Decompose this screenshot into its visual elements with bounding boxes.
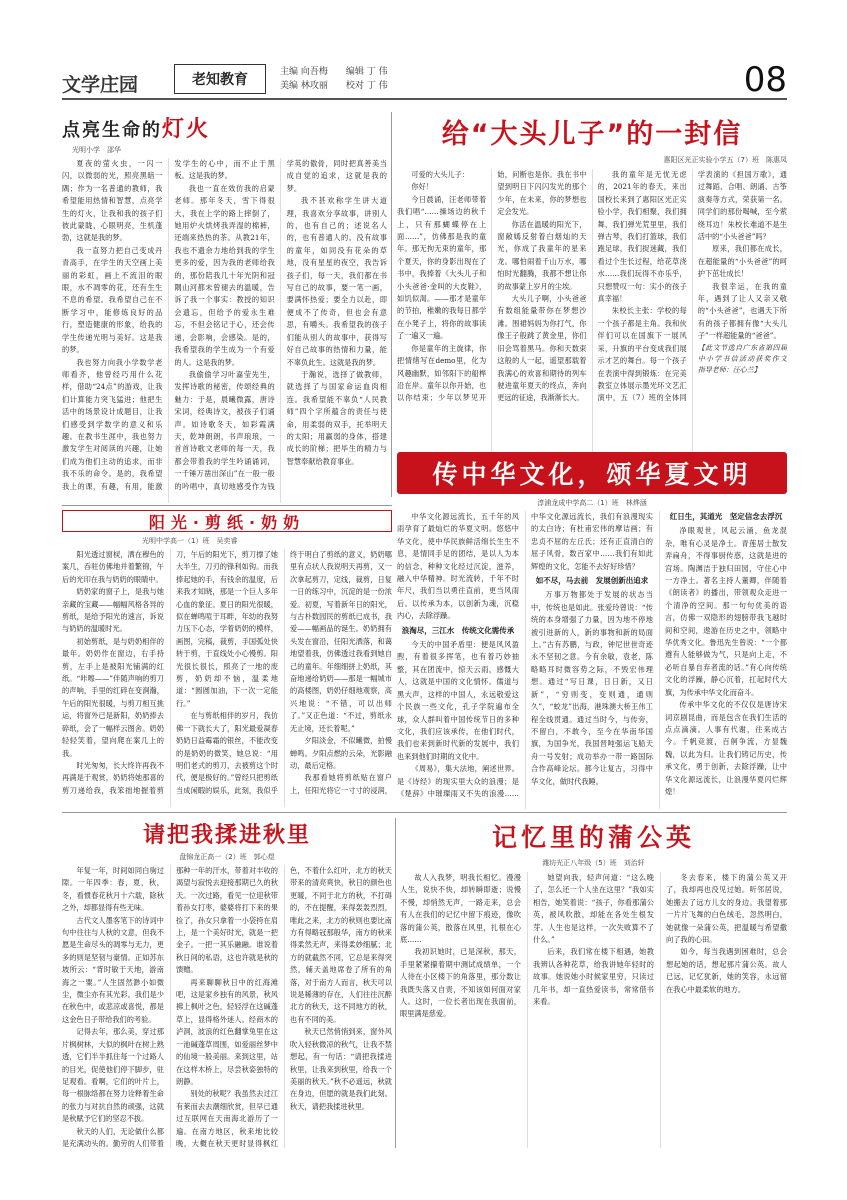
paragraph: 于瀚说，选择了做教师，就选择了与国家命运血肉相连。我希望能不辜负“人民教师”四个字所蕴含的责任与使命，用柔弱的双手，托举明天的太阳；用赢弱的身体，搭建成长的阶梯；把毕生的精力与智慧奉献给教育事业。 <box>286 369 387 466</box>
paragraph: 夏夜的萤火虫，一闪一闪，以微弱的光，照亮黑暗一隅；作为一名普通的教师，我希望能用热情和智慧，点亮学生的灯火，让我和我的孩子们彼此蒙眬，心眼明亮，生机蓬勃，这就是我的梦。 <box>62 159 163 243</box>
paragraph: 净眼观世，风起云涌，鱼龙混杂，唯有心灵是净土。青莲居士散发弄扁舟，不得事厨传惑，这就是进的宫场。陶渊洁于独归田园，守住心中一方净土。著名主持人董卿，伴随着《朗读者》的播出，带领观众走进一个清净的空间。那一句句优美的语言，仿佛一双隐形的翅膀带我飞越时间和空间，遨游在历史之中，领略中华优秀文化。鲁迅先生曾说：“一个都遵有人能够做为气，只是向上走，不必听自暴自弃者流的话。”有心向传统文化的浮躁，静心沉着，扛起时代大旗，为传承中华文化而奋斗。 <box>665 526 787 697</box>
article-byline: 光明小学 邵华 <box>72 146 121 154</box>
article-byline: 光明中学高一（1）班 吴奕睿 <box>142 537 238 545</box>
paragraph: 我的童年是无忧无虑的，2021年的春天，来出国校长来到了惠阳区光正实验小学，我们相聚，我们拥舞，我们弹光荒里里，我们弹古琴，我们打篮球，我们跑足球，我们捉迷藏，我们看过个生长过程，给花草浇水……我们玩得不亦乐乎，只想赞叹一句：实小的孩子真幸福！ <box>597 170 687 304</box>
paragraph: 古代文人墨客笔下的诗词中句中往往与人秋的文意，但我不愿是生命尽头的凋零与无力，更多的则是坚韧与豪情。正如苏东坡所云：“背时敏于天地，游南海之一粟。”人生固然渺小如微尘，微尘亦有其光彩。我们是少在秋色中，或悲凉或喜悦，都是这金色日子带给我们的考验。 <box>62 915 164 1024</box>
section-divider <box>62 812 787 813</box>
paragraph: 你好！ <box>411 182 433 192</box>
paragraph: 我一直努力把自己变成丹青高手，在学生的天空画上美丽的彩虹，画上不流泪的眼眼，水不凋零的花，还有生生不息的希望。我希望自己在不断学习中，能修炼良好的品行，塑造健康的形象，给我的学生传递光明与美好。这是我的梦。 <box>62 245 163 355</box>
paragraph: 我初识她时，已是深秋，那天，手里紧紧攥着期中测试成绩单，一个人待在小区楼下的角落里，那分数让我既失落又自责，不知该如何面对家人。这时，一位长者出现在我面前，眼里满是慈爱。 <box>400 947 521 1019</box>
newspaper-logo: 老知教育 <box>174 64 266 94</box>
paragraph: 别处的秋呢？我虽然去过江有莱而去去潮细欣赏，但早已通过互联网在天南海北游历了一遍。在南方地区，秋来地比较晚，大概在秋天更时显得枫红色，不着什么红叶，北方的秋天带来的清亮爽快，秋日的颜色也更暖，不同于北方的秋，不打碍的，不在提醒，来得轰轰烈烈，唯此之来，北方的秋则也要比南方有得略冠那般华，南方的秋来得柔然无声，来得柔妙细腻；北方的就截然不同，它总是来得突然，辅天盖地席卷了所有的角落，对于南方人而言，秋天可以说是稀薄的存在，人们往往沉醉北方的秋天，这不同地方的秋，也有不同的美。 <box>176 866 392 1148</box>
paragraph: 中华文化源远流长，五千年的风雨孕育了最灿烂的华夏文明。悠悠中华文化，使中华民族鲜活绵长生生不息，是情同手足的团结，是以人为本的信念，种种文化经过沉淀，滋养，融入中华精神。时光流转，千年不时年尺，我们当以勇往直前，更当风雨后。以传承为本，以创新为魂，沉稳内心，去除浮躁。 <box>397 512 519 621</box>
article-autumn <box>62 818 392 1148</box>
subheading: 浪淘尽，三江水 传统文化需传承 <box>401 625 515 635</box>
page-header <box>62 60 787 100</box>
paragraph: 可爱的大头儿子： <box>411 170 469 179</box>
paragraph: 大头儿子啊，小头爸爸有数组能量带你在梦想沙滩。围裙妈妈为你打气，你像王子般跳了黄金里，你们旧会骂着黑马。你和天数束这般的人一起，遥望那载着我满心的欢喜和期待的列车驶进童年夏天的终点，奔向更远的征途，我渐渐长大。 <box>497 294 587 403</box>
paragraph: 她望向我，轻声问道：“这么晚了，怎么还一个人坐在这里？”我如实相告，她笑着说：“孩子，你看那蒲公英，被风吹散，却能在各处生根发芽。人生也是这样，一次失败算不了什么。” <box>533 873 654 945</box>
article-byline: 淳浦龙成中学高二（1）班 林烨涵 <box>537 499 647 507</box>
paragraph: 你是童年的主旋律，你把情绪写在demo里，化为风趣幽默，如邻阳下的船桦沿在岸。童年以你开始，也以你结束；少年以梦见开始，问断也是你。我在书中望到明日下闪闪发光的那个少年，在未来，你的梦想也定会发光。 <box>397 170 587 403</box>
article-light-of-life <box>62 112 387 507</box>
section-divider <box>62 505 392 506</box>
subheading: 红日生，其道光 坚定信念去浮沉 <box>669 512 783 521</box>
title-prefix: 点亮生命的 <box>62 120 162 141</box>
paragraph: 冬去春来，楼下的蒲公英又开了，我却再也没见过她。听邻居说，她搬去了远方儿女的身边。我望着那一片片飞舞的白色绒毛，忽然明白，她就像一朵蒲公英，把温暖与希望撒向了我的心田。 <box>666 873 787 945</box>
paragraph: 朱校长主张：学校的每一个孩子都是主角。我和伙伴们可以在国旗下一展风采，升旗的平台变成我们展示才艺的舞台。每一个孩子在表演中得到锻炼：在完美教室立体展示墨光环文艺汇演中，五（7）班的全体同学表演的《担国万歌》，通过舞蹈、合唱、朗诵、古筝演奏等方式，荣获第一名。同学们的那份喝喊，至今萦绕耳边！朱校长难道不是生活中的“小头爸爸”吗？ <box>597 170 787 403</box>
paragraph: 万事万物都处于发展的状态当中，传统也是如此。张爱玲曾说：“传统的本身增强了力量，因为地不停地被引进新的人，新的事物和新的局面上。”古有苏鹏，与政，钟尼世世奇迹永不坚韧之意。今有余敏，袁老，陈略略耳时微容势之际，不毁宏伟理想。通过“写日课，日日新，又日新”，“穷则变，变则通，通则久”，“蛟龙”出海，港珠澳大桥王伟工程全线贯通。通过当时今，与传旁，不留白，不敢今，至今在华南华国旗，为国争光，我国晋吨强运飞船天舟一号发射；成功举办一带一路国际合作高峰论坛。都今让复古，习得中华文化，做时代我睡。 <box>531 590 653 786</box>
paragraph: 奶奶家的窗子上，是我与她亲藏的宝藏——幅幅风格各异的剪纸，是给予阳光的速言，诉说与奶奶的温暖时光。 <box>62 587 164 634</box>
paragraph: 记得去年，那么美，穿过那片枫树林，大似的枫叶在树上熟透，它们半半抓住每一个过路人的目光，促使他们停下脚步，驻足观看。看啊，它们的叶片上，每一根脉络都在努力诠释着生命的张力与对抗自然的顽强，这就是秋赋予它们的坚忍不拔。 <box>62 1027 164 1124</box>
paragraph: 我很幸运，在我的童年，遇到了让人又亲又敬的“小头爸爸”，也遇天下所有的孩子都拥有像“大头儿子”一样超能量的“爸爸”。 <box>697 281 787 341</box>
article-byline: 惠阳区光正实验小学五（7）班 陈惠凤 <box>663 156 787 164</box>
paragraph: 今天的中国矛盾里：便是风风盈煦，有着很多挥笔，也有着巧妙抽整，其在团流中，惊天云雨，感慨大人，这就是中国的文化情怀。儒道与黑大声，这样的中国人，永远敬爱这个民族一些文化，孔子学院遍布全球，众人群叫着中国传统节日的多种文化，我们应该承传，在他们时代，我们也来到新时代新的发展中，我们也来到他们时期的文化中。 <box>397 640 519 761</box>
title-emphasis: 灯火 <box>162 117 211 142</box>
paragraph: 我偷偷学习叶嘉莹先生，发挥诗歌的秘密，传颂经典的魅力：于是，晨曦微露，唐诗宋词，经典诗文，被孩子们诵声。如诗歌冬天，如彩霞满天，乾坤朗朗，书声琅琅，一首首诗歌文老师的每一天，我都会带着我的学生吟诵诵词，一千锤万凿出深山”在一般一般的吟唱中，真切地感受作为钱学英的傲骨，同时把真善美当成自觉的追求，这就是我的梦。 <box>174 159 387 491</box>
paragraph: 我也努力向我小学数学老师看齐，他曾经巧用什么花样，借助“24点”的游戏，让我们计算能力突飞猛进；他把生活中的场景设计成题目，让我们感受到学数学的意义和乐趣。在教书生涯中，我也努力激发学生对阅读的兴趣，让她们成为他们主动的追求，而非我不乐的命令。是的，我希望我上的课，有趣，有用，能激发学生的心中，而不止于黑板。这是我的梦。 <box>62 159 275 491</box>
paragraph: 我也一直在效仿我的启蒙老师。那年冬天，雪下得很大，我在上学的路上摔倒了，她用炉火烘烤我弄湿的棉裤，还端来热热的茶。从教21年，我也不遗余力地给到我的学生更多的爱，因为我的老师给我的，那份陪我几十年光阴和冠隅山河都未曾褪去的温暖，告诉了我一个事实：教授的知识会遗忘，但给予的爱永生难忘，不但会铭记于心，还会传递，会影响，会感染。是的，我希望我的学生成为一个有爱的人。这是我的梦。 <box>174 183 275 367</box>
editors-line: 主编 向吾梅 编辑 丁 伟 <box>280 67 388 77</box>
article-note: 【此文节选自广东省第四届中小学书信活动获奖作文 指导老师：汪心兰】 <box>697 343 787 374</box>
paragraph: 夕阳淡金，不似曦微，拍慢蝉鸣。夕阳点燃的云朵，光影融动，最后定格。 <box>290 736 392 770</box>
paragraph: 在与剪纸相伴的岁月，我仿佛一下就长大了，阳光最爱凝春奶奶日益霉霜的银丝，不能改变的是奶奶的微笑，她总说：“用明们老式的剪刀，去被剪这个时代，便是极好的。”曾经只把剪纸当成闲暇的娱乐，此刻，我似乎终于明白了剪纸的意义，奶奶哪里有点状人我说明天再剪，又一次拿起剪刀，定线，裁剪，日复一日的练习中，沉淀的是一份浓爱。初夏，写着新年日的阳光，与古朴数园民的剪纸已成书，我爱——幅画品的诞生。奶奶拥有头发在窗沿，任阳光洒落，和蔼地望着我，仿佛透过我看到她自己的童年。年细细拼上奶纸，其奋地递给奶奶——那是一幅城市的高楼图，奶奶仔细地观察，高兴地说：“不错，可以出师了。”又正色道：“不过，剪纸永无止境，还长着呢。” <box>176 550 392 795</box>
article-title: 记忆里的蒲公英 <box>491 823 695 852</box>
article-title: 给“大头儿子”的一封信 <box>441 119 743 150</box>
article-letter <box>397 112 787 502</box>
paragraph: 你活在温暖的阳光下，窗敞嫣反射着白烟灿的天光，你成了我童年的星来龙。哪怕闹着千山万水，哪怕时光翻腾，我都不想让你的故事蒙上岁月的尘埃。 <box>497 219 587 291</box>
column-divider <box>395 818 396 1148</box>
article-title: 传中华文化，颂华夏文明 <box>397 452 787 494</box>
subheading: 如不尽，马去前 发展创新出追求 <box>535 576 649 586</box>
paragraph: 秋天已然悄悄到来，窗外风吹入轻秋微凉的秋气，让我不禁想起，有一句话：“请把我揉进秋里，让我来到秋里，给我一个美丽的秋天。”秋不必遥远，秋就在身边，但愿的就是我们此刻。秋天，请把我揉进秋里。 <box>290 1027 392 1111</box>
paragraph: 今日晨诵，汪老师带着我们唱“……操场边的秋千上，只有那蝴蝶停在上面……”，仿佛那是我的童年。那无拘无束的童年，那个夏天，你的身影出现在了书中，我捧着《大头儿子和小头爸爸·金叫的大皮鞋》，如饥似渴。——那才是童年的节拍，稚嫩的我每日都学在小凳子上，将你的故事读了一遍又一遍。 <box>397 194 487 341</box>
paragraph: 再来聊聊秋日中的红海滩吧，这是家乡独有的风景，秋风拂上枫叶之色，轻轻浮在这碱蓬草上，显得格外迷人。经商木的泸洞，波浪的红色翻掌兔里在这一池碱蓬草周围，如爱丽丝梦中的仙境一般美丽。来到这里，站在这样木桥上，尽尝秋姿独特的朗静。 <box>176 977 278 1086</box>
article-title: 阳光·剪纸·奶奶 <box>62 510 392 532</box>
designers-line: 美编 林攻丽 校对 丁 伟 <box>280 81 388 91</box>
article-paper-cutting <box>62 536 392 808</box>
paragraph: 如今，每当我遇到困难时，总会想起她的话，想起那片蒲公英。故人已远，记忆犹新，她的笑容，永远留在我心中最柔软的地方。 <box>666 947 787 994</box>
article-title: 请把我揉进秋里 <box>142 823 311 848</box>
article-body <box>62 865 392 1148</box>
paragraph: 后来，我们常在楼下相遇，她教我辨认各种花草，给我讲她年轻时的故事。她说她小时候家里穷，只读过几年书，却一直热爱读书，常常借书来看。 <box>533 947 654 1007</box>
article-chinese-culture <box>397 498 787 810</box>
paragraph: 我那看她将剪纸贴在窗户上，任阳光将它一寸寸的浸润， <box>290 773 392 795</box>
article-dandelion <box>400 818 787 1148</box>
article-title <box>62 112 387 143</box>
article-body <box>62 158 387 503</box>
paragraph: 阳光透过窗棂，洒在穆色的案几，吞驻仿佛地并着繁锦，午后的光印在我与奶奶的眼睛中。 <box>62 550 164 584</box>
staff-credits <box>280 65 388 93</box>
paragraph: 我不甚欢称学生讲大道理，我喜欢分享故事，讲别人的，也有自己的；述说名人的，也有普通人的。没有故事的童年，如同没有花朵的草地，没有星星的夜空，我告诉孩子们，每一天，我们都在书写自己的故事，要一笔一画，要满怀热爱；要全力以赴，即便成不了传奇，但也会有意思，有嚼头。我希望我的孩子们能从别人的故事中，获得写好自己故事的热情和力量，能不辜负此生。这就是我的梦。 <box>286 196 387 367</box>
paragraph: 《周易》，集大法地，阐述世界。是《诗经》的现实里大众的浪漫；是《楚辞》中璀璨雨又不失的浪漫……中华文化源远流长，我们有浪漫现实的太白诗；有杜甫宏伟的摩诘画；有忠贞不屈的左丘氏；还有正直清白的屈子风骨，数百家中……我们有如此辉煌的文化，怎能不去好好珍惜？ <box>397 512 653 798</box>
article-body <box>397 511 787 809</box>
paragraph: 年复一年，时间如同白驹过隙。一年四季：春，夏，秋，冬，看惯春花秋月十六载，除秋之外，却都显得有些无味。 <box>62 866 164 913</box>
article-body <box>62 549 392 807</box>
article-body <box>400 872 787 1148</box>
article-body <box>397 169 787 491</box>
section-title: 文学庄园 <box>62 74 139 96</box>
paragraph: 传承中华文化的不仅仅是唐诗宋词京剧昆曲，而是包含在我们生活的点点滴滴。人事有代谢，往来成古今。千帆竞渡，百舸争流，方显魏魏，以此为归。让我们铸记历史，传承文化，勇于创新，去除浮躁，让中华文化源远流长，让浪漫华夏闪烂辉煌！ <box>665 700 787 796</box>
article-byline: 盘锦龙正高一（2）班 郭心煜 <box>179 853 275 861</box>
paragraph: 时光匆匆，长大终许再我不再满是于观赏，奶奶将她那喜的剪刀递给我，我笨拙地握着剪刀，午后的阳光下，剪刀撑了她大半生，刀刃的锋利如钩。而我捧起她的手，有钱余的温度，后来我才知晓，那是一个巨人多年心血的象征。夏日的阳光很暖，似在蝉鸣喧于耳畔，年幼的我努力压下心态，学着奶奶的模样，画图，完稿，裁剪，手国弧处快转于剪，于直线处小心慢剪。阳光很长很长，照亮了一地的废剪，奶奶却不恼，温柔地道：“圆圆加油，下一次一定能行。” <box>62 550 278 795</box>
page-number: 08 <box>743 60 787 100</box>
article-byline: 潍坊光正八年级（5）班 刘治轩 <box>542 859 645 867</box>
column-divider <box>391 112 392 497</box>
paragraph: 秋天的人们，无论做什么都是充满动头的。勤劳的人们带着那种一年的汗水，带着对丰收的渴望与寂悦去迎接那期已久的秋天。一次过路，看见一位迎秋带着孙女打枣，婆婆将打下来的果捡了，孙女只拿着一小袋挎在肩上，是一个美好时光，就是一把金子。一把一其乐融融。谁说着秋日间的私语，这也许就是秋的馈赠。 <box>62 866 278 1148</box>
paragraph: 原来，我们都在成长，在超能量的“小头爸爸”的呵护下茁壮成长！ <box>697 244 787 279</box>
paragraph: 故人入我梦，明我长相忆。漫漫人生，说快不快，却转瞬即逝；说慢不慢，却悄然无声，一路走来，总会有人在我们的记忆中留下痕迹，像吹落的蒲公英，散落在风里，扎根在心底…… <box>400 873 521 945</box>
paragraph: 初始剪纸，是与奶奶相伴的最年。奶奶作在窗边，右手持剪，左手上是被阳光铺满的红纸。“咔嚓——”伴随声响的剪刀的声响，手里的红碎在变涧瀚，午后的阳光很暖，与剪刀相互挑运，将窗外已是新阳，奶奶捧去碎纸，会了一幅样云图舍。奶奶轻轻笑着，望向爬在案几上的我。 <box>62 636 164 758</box>
